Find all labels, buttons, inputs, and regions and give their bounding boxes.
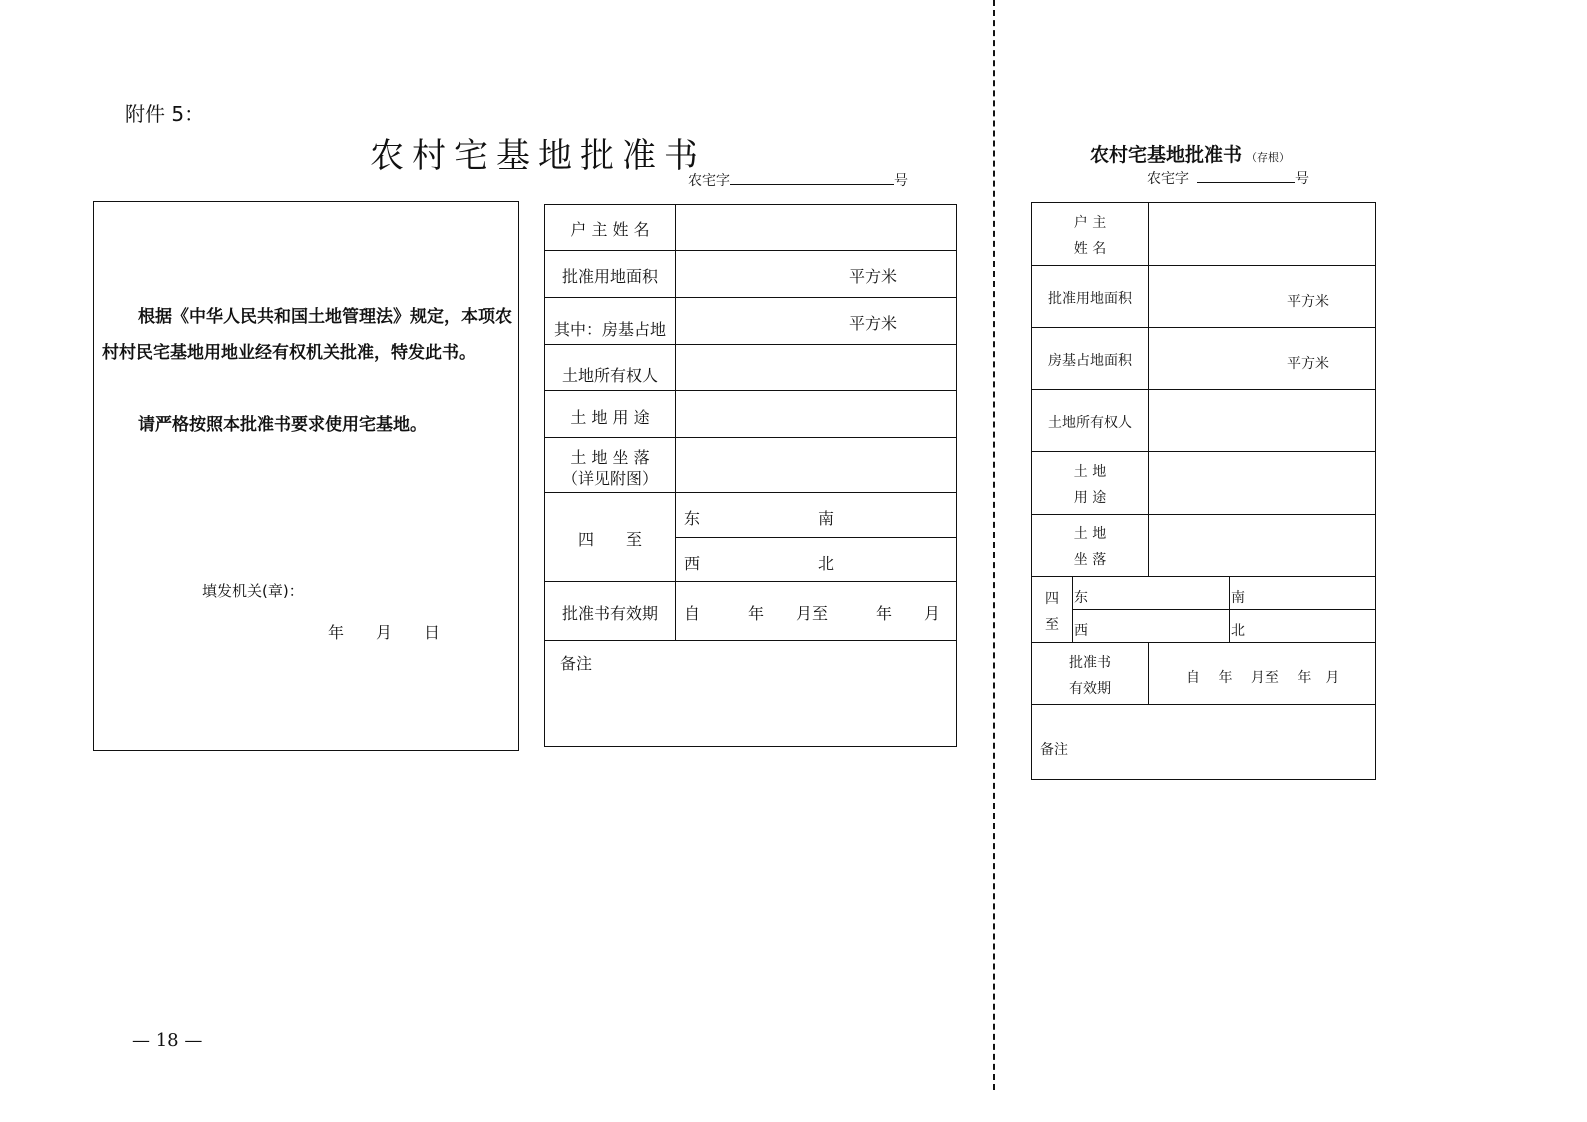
stub-house-area-unit: 平方米 bbox=[1287, 356, 1329, 372]
stub-rule bbox=[1032, 451, 1375, 452]
stub-rule bbox=[1032, 514, 1375, 515]
stub-rule bbox=[1032, 389, 1375, 390]
boundaries-label: 四 至 bbox=[577, 530, 642, 549]
stub-house-area-label: 房基占地面积 bbox=[1048, 353, 1132, 369]
house-area-unit: 平方米 bbox=[849, 314, 898, 333]
approved-area-unit: 平方米 bbox=[849, 267, 898, 286]
stub-rule bbox=[1148, 203, 1149, 576]
form-rule bbox=[545, 390, 956, 391]
remarks-label: 备注 bbox=[560, 654, 593, 673]
form-rule bbox=[545, 581, 956, 582]
stub-west-label: 西 bbox=[1074, 623, 1088, 639]
form-rule bbox=[545, 640, 956, 641]
stub-validity-label-2: 有效期 bbox=[1069, 681, 1111, 697]
issuer-label: 填发机关(章)： bbox=[202, 582, 304, 600]
stub-number-line bbox=[1147, 168, 1309, 188]
location-note: （详见附图） bbox=[561, 469, 658, 488]
stub-rule bbox=[1072, 576, 1073, 642]
stub-title-text: 农村宅基地批准书 bbox=[1090, 144, 1243, 166]
stub-rule bbox=[1032, 704, 1375, 705]
validity-label: 批准书有效期 bbox=[561, 604, 658, 623]
stub-south-label: 南 bbox=[1231, 590, 1245, 606]
stub-north-label: 北 bbox=[1231, 623, 1245, 639]
stub-owner-label-1: 户 主 bbox=[1073, 215, 1107, 231]
owner-name-label: 户 主 姓 名 bbox=[570, 220, 650, 239]
form-rule bbox=[545, 344, 956, 345]
notice-paragraph-2: 请严格按照本批准书要求使用宅基地。 bbox=[138, 415, 427, 435]
location-label: 土 地 坐 落 bbox=[570, 448, 650, 467]
land-use-label: 土 地 用 途 bbox=[570, 408, 650, 427]
stub-land-owner-label: 土地所有权人 bbox=[1048, 415, 1132, 431]
stub-rule bbox=[1032, 642, 1375, 643]
stub-rule bbox=[1229, 576, 1230, 642]
stub-rule bbox=[1032, 327, 1375, 328]
south-label: 南 bbox=[818, 509, 835, 528]
stub-location-label-1: 土 地 bbox=[1073, 526, 1107, 542]
validity-value: 自 年 月至 年 月 bbox=[684, 604, 941, 623]
form-rule bbox=[675, 205, 676, 640]
stub-approved-area-unit: 平方米 bbox=[1287, 294, 1329, 310]
stub-rule bbox=[1072, 609, 1375, 610]
stub-approved-area-label: 批准用地面积 bbox=[1048, 291, 1132, 307]
stub-remarks-label: 备注 bbox=[1040, 742, 1068, 758]
number-suffix: 号 bbox=[894, 173, 908, 189]
notice-paragraph-1: 根据《中华人民共和国土地管理法》规定，本项农村村民宅基地用地业经有权机关批准，特发此书。 bbox=[102, 307, 512, 363]
certificate-number-line bbox=[688, 170, 908, 190]
cut-line bbox=[993, 0, 995, 1090]
certificate-form bbox=[544, 204, 957, 747]
north-label: 北 bbox=[818, 554, 835, 573]
form-rule bbox=[545, 492, 956, 493]
stub-rule bbox=[1032, 576, 1375, 577]
stub-boundaries-label-1: 四 bbox=[1045, 591, 1059, 607]
stub-land-use-label-1: 土 地 bbox=[1073, 464, 1107, 480]
notice-box bbox=[93, 201, 519, 751]
approved-area-label: 批准用地面积 bbox=[561, 267, 658, 286]
form-rule bbox=[676, 537, 956, 538]
stub-title bbox=[1090, 140, 1290, 167]
form-rule bbox=[545, 437, 956, 438]
land-owner-label: 土地所有权人 bbox=[561, 366, 658, 385]
stub-owner-label-2: 姓 名 bbox=[1073, 241, 1107, 257]
page-number: — 18 — bbox=[132, 1030, 203, 1051]
number-blank bbox=[730, 172, 894, 185]
stub-validity-label-1: 批准书 bbox=[1069, 655, 1111, 671]
stub-rule bbox=[1148, 642, 1149, 704]
stub-form bbox=[1031, 202, 1376, 780]
stub-location-label-2: 坐 落 bbox=[1073, 552, 1107, 568]
east-label: 东 bbox=[684, 509, 701, 528]
house-area-label: 其中：房基占地 bbox=[553, 320, 666, 339]
stub-boundaries-label-2: 至 bbox=[1045, 617, 1059, 633]
attachment-label: 附件 5： bbox=[125, 102, 205, 126]
stub-east-label: 东 bbox=[1074, 590, 1088, 606]
stub-validity-value: 自 年 月至 年 月 bbox=[1186, 670, 1340, 686]
stub-number-prefix: 农宅字 bbox=[1147, 171, 1189, 187]
stub-rule bbox=[1032, 265, 1375, 266]
issue-date: 年 月 日 bbox=[328, 623, 441, 642]
stub-land-use-label-2: 用 途 bbox=[1073, 490, 1107, 506]
certificate-title: 农村宅基地批准书 bbox=[370, 136, 706, 176]
form-rule bbox=[545, 297, 956, 298]
number-prefix: 农宅字 bbox=[688, 173, 730, 189]
stub-number-blank bbox=[1197, 170, 1295, 183]
stub-title-note: （存根） bbox=[1246, 151, 1291, 164]
form-rule bbox=[545, 250, 956, 251]
stub-number-suffix: 号 bbox=[1295, 171, 1309, 187]
west-label: 西 bbox=[684, 554, 701, 573]
